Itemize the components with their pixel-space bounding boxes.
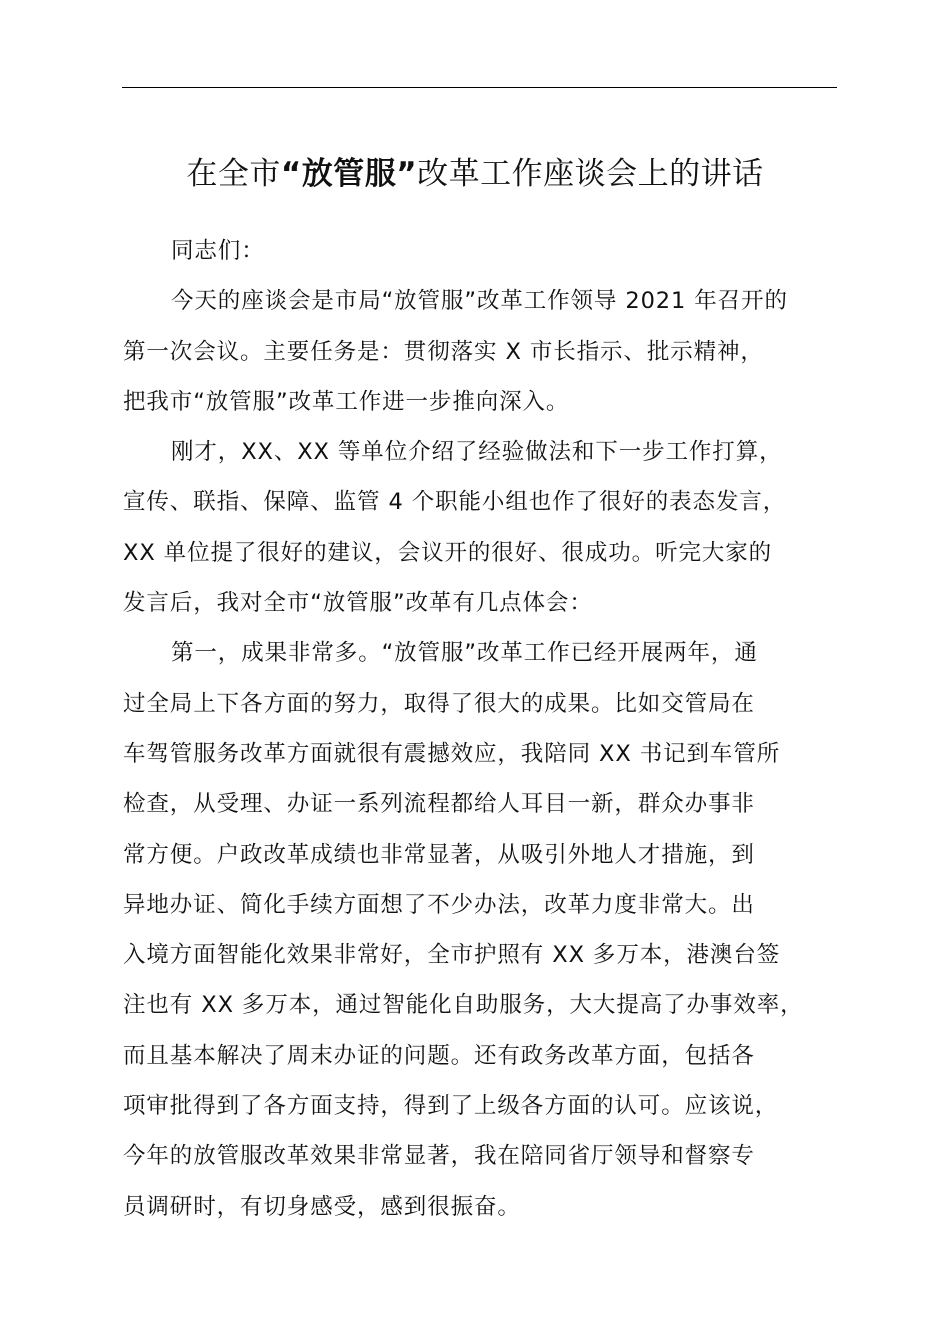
text-line: 今年的放管服改革效果非常显著，我在陪同省厅领导和督察专 bbox=[123, 1143, 755, 1170]
text-line: 宣传、联指、保障、监管 4 个职能小组也作了很好的表态发言， bbox=[123, 489, 787, 516]
title-part: 改革工作座谈会上的讲话 bbox=[417, 156, 764, 192]
header-rule bbox=[122, 87, 837, 88]
text-line: 发言后，我对全市“放管服”改革有几点体会： bbox=[123, 590, 593, 617]
text-line: 刚才，XX、XX 等单位介绍了经验做法和下一步工作打算， bbox=[171, 439, 783, 466]
text-line: 员调研时，有切身感受，感到很振奋。 bbox=[123, 1193, 521, 1220]
document-title bbox=[0, 148, 950, 200]
text-line: 今天的座谈会是市局“放管服”改革工作领导 2021 年召开的 bbox=[171, 288, 788, 315]
text-line: 项审批得到了各方面支持，得到了上级各方面的认可。应该说， bbox=[123, 1093, 779, 1120]
text-line: 常方便。户政改革成绩也非常显著，从吸引外地人才措施，到 bbox=[123, 841, 755, 868]
text-line: 入境方面智能化效果非常好，全市护照有 XX 多万本，港澳台签 bbox=[123, 942, 781, 969]
text-line: 车驾管服务改革方面就很有震撼效应，我陪同 XX 书记到车管所 bbox=[123, 740, 781, 767]
text-line: 第一次会议。主要任务是：贯彻落实 X 市长指示、批示精神， bbox=[123, 338, 764, 365]
title-part: 在全市 bbox=[186, 156, 281, 192]
text-line: 把我市“放管服”改革工作进一步推向深入。 bbox=[123, 388, 570, 415]
text-line: 异地办证、简化手续方面想了不少办法，改革力度非常大。出 bbox=[123, 891, 755, 918]
text-line: 注也有 XX 多万本，通过智能化自助服务，大大提高了办事效率， bbox=[123, 992, 804, 1019]
text-line: 过全局上下各方面的努力，取得了很大的成果。比如交管局在 bbox=[123, 690, 755, 717]
document-body bbox=[123, 226, 863, 1232]
text-line: 第一，成果非常多。“放管服”改革工作已经开展两年，通 bbox=[171, 640, 758, 667]
salutation-line: 同志们： bbox=[171, 238, 265, 264]
text-line: 检查，从受理、办证一系列流程都给人耳目一新，群众办事非 bbox=[123, 791, 755, 818]
text-line: XX 单位提了很好的建议，会议开的很好、很成功。听完大家的 bbox=[123, 539, 773, 566]
text-line: 而且基本解决了周末办证的问题。还有政务改革方面，包括各 bbox=[123, 1042, 755, 1069]
title-part-quoted: “放管服” bbox=[280, 156, 418, 192]
